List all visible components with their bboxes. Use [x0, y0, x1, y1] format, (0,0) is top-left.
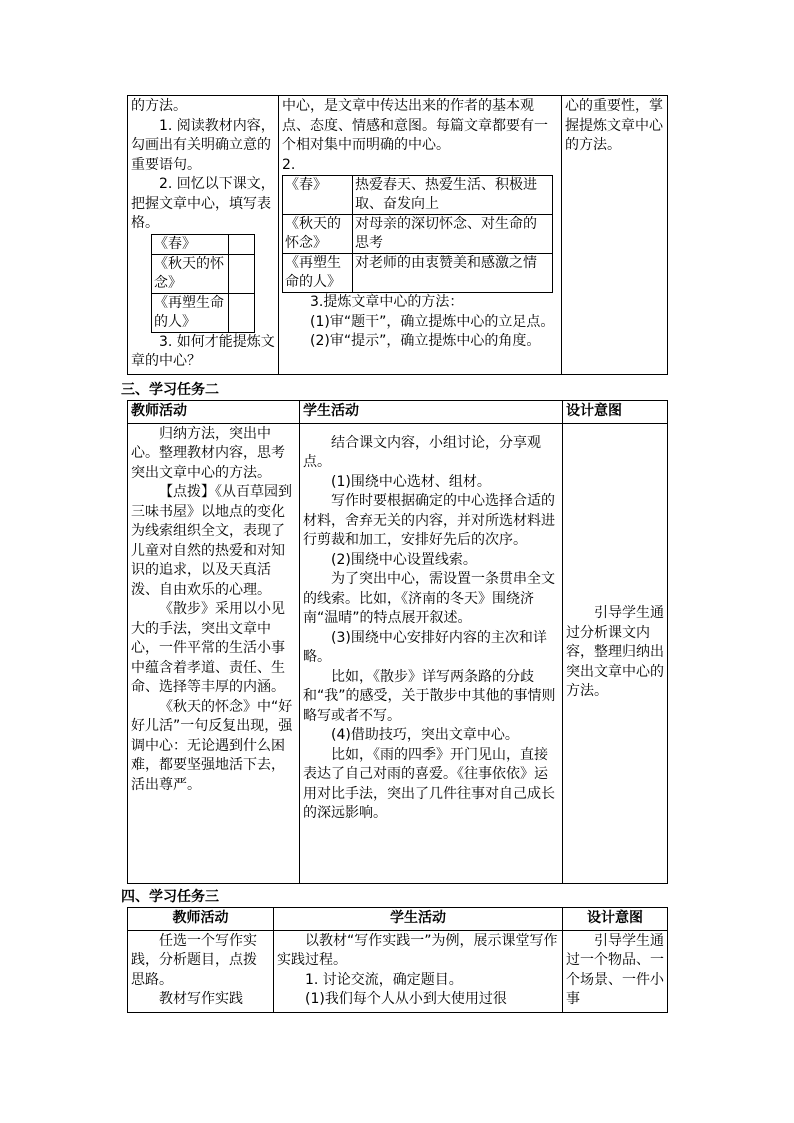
answer-title: 《再塑生命的人》: [283, 254, 353, 293]
student-activity-cell: [274, 930, 563, 1012]
teacher-text: 2. 回忆以下课文，把握文章中心，填写表格。: [131, 176, 275, 231]
teacher-text: 3. 如何才能提炼文章的中心？: [131, 333, 275, 369]
answer-center: 热爱春天、热爱生活、积极进取、奋发向上: [353, 176, 553, 215]
answer-title: 《秋天的怀念》: [283, 215, 353, 254]
header-design: 设计意图: [563, 401, 668, 424]
teacher-activity-cell: [128, 96, 279, 375]
student-text: 中心，是文章中传达出来的作者的基本观点、态度、情感和意图。每篇文章都要有一个相对集中而明确的中心。: [282, 98, 548, 153]
teacher-text: 任选一个写作实践，分析题目，点拨思路。: [131, 932, 257, 988]
student-text: 结合课文内容，小组讨论，分享观点。: [303, 434, 541, 470]
teacher-text: 的方法。: [131, 98, 187, 114]
design-intent-cell: [562, 96, 668, 375]
student-text: (1)我们每个人从小到大使用过很: [305, 991, 507, 1007]
answer-title: 《春》: [283, 176, 353, 215]
student-text: (2)围绕中心设置线索。: [331, 551, 477, 568]
header-student: 学生活动: [274, 908, 563, 931]
teacher-text: 《秋天的怀念》中“好好儿活”一句反复出现，强调中心：无论遇到什么困难，都要坚强地活下去，活出尊严。: [131, 698, 293, 793]
header-student: 学生活动: [300, 401, 563, 424]
task-table-2: [127, 400, 668, 884]
design-intent-cell: [563, 930, 668, 1012]
student-text: 写作时要根据确定的中心选择合适的材料，舍弃无关的内容，并对所选材料进行剪裁和加工，安排好先后的次序。: [303, 493, 555, 548]
student-text: 为了突出中心，需设置一条贯串全文的线索。比如，《济南的冬天》围绕济南“温晴”的特点展开叙述。: [303, 571, 555, 626]
student-text: 3.提炼文章中心的方法：: [310, 294, 464, 310]
teacher-text: 《散步》采用以小见大的手法，突出文章中心，一件平常的生活小事中蕴含着孝道、责任、生命、选择等丰厚的内涵。: [131, 601, 285, 695]
student-text: 比如，《雨的四季》开门见山，直接表达了自己对雨的喜爱。《往事依依》运用对比手法，突出了几件往事对自己成长的深远影响。: [303, 746, 555, 821]
design-text: 心的重要性，掌握提炼文章中心的方法。: [565, 98, 663, 153]
teacher-activity-cell: [128, 930, 274, 1012]
answer-center: 对老师的由衷赞美和感激之情: [353, 254, 553, 293]
student-text: (4)借助技巧，突出文章中心。: [331, 727, 519, 743]
student-activity-cell: [279, 96, 562, 375]
fill-table-title: 《秋天的怀念》: [152, 254, 229, 293]
student-activity-cell: [300, 423, 563, 883]
section-heading: 三、学习任务二: [121, 382, 219, 398]
student-text: (2)审“提示”，确立提炼中心的角度。: [310, 333, 541, 349]
teacher-text: 1. 阅读教材内容，勾画出有关明确立意的重要语句。: [131, 117, 275, 173]
design-text: 引导学生通过分析课文内容，整理归纳出突出文章中心的方法。: [566, 605, 664, 700]
design-intent-cell: [563, 423, 668, 883]
student-text: (3)围绕中心安排好内容的主次和详略。: [303, 629, 547, 665]
task-table-1: [127, 95, 668, 375]
header-design: 设计意图: [563, 908, 668, 931]
design-text: 引导学生通过一个物品、一个场景、一件小事: [566, 932, 664, 1007]
student-text: (1)审“题干”，确立提炼中心的立足点。: [310, 313, 555, 330]
header-teacher: 教师活动: [128, 908, 274, 931]
teacher-text: 归纳方法，突出中心。整理教材内容，思考突出文章中心的方法。: [131, 425, 285, 481]
teacher-text: 【点拨】《从百草园到三味书屋》以地点的变化为线索组织全文，表现了儿童对自然的热爱和对知识的追求，以及天真活泼、自由欢乐的心理。: [131, 484, 292, 598]
teacher-text: 教材写作实践: [159, 991, 243, 1007]
fill-table-blank[interactable]: [229, 254, 255, 293]
student-text: 1. 讨论交流，确定题目。: [305, 971, 463, 988]
student-text: (1)围绕中心选材、组材。: [331, 473, 491, 490]
fill-table-blank[interactable]: [229, 293, 255, 332]
task-table-3: [127, 907, 668, 1013]
student-text: 2.: [282, 156, 296, 173]
fill-in-table: [151, 234, 255, 333]
fill-table-blank[interactable]: [229, 234, 255, 254]
header-teacher: 教师活动: [128, 401, 300, 424]
answer-center: 对母亲的深切怀念、对生命的思考: [353, 215, 553, 254]
teacher-activity-cell: [128, 423, 300, 883]
fill-table-title: 《春》: [152, 234, 229, 254]
student-text: 以教材“写作实践一”为例，展示课堂写作实践过程。: [277, 932, 558, 968]
answer-table: [282, 175, 553, 293]
student-text: 比如，《散步》详写两条路的分歧和“我”的感受，关于散步中其他的事情则略写或者不写。: [303, 668, 556, 724]
section-heading: 四、学习任务三: [121, 889, 219, 905]
fill-table-title: 《再塑生命的人》: [152, 293, 229, 332]
